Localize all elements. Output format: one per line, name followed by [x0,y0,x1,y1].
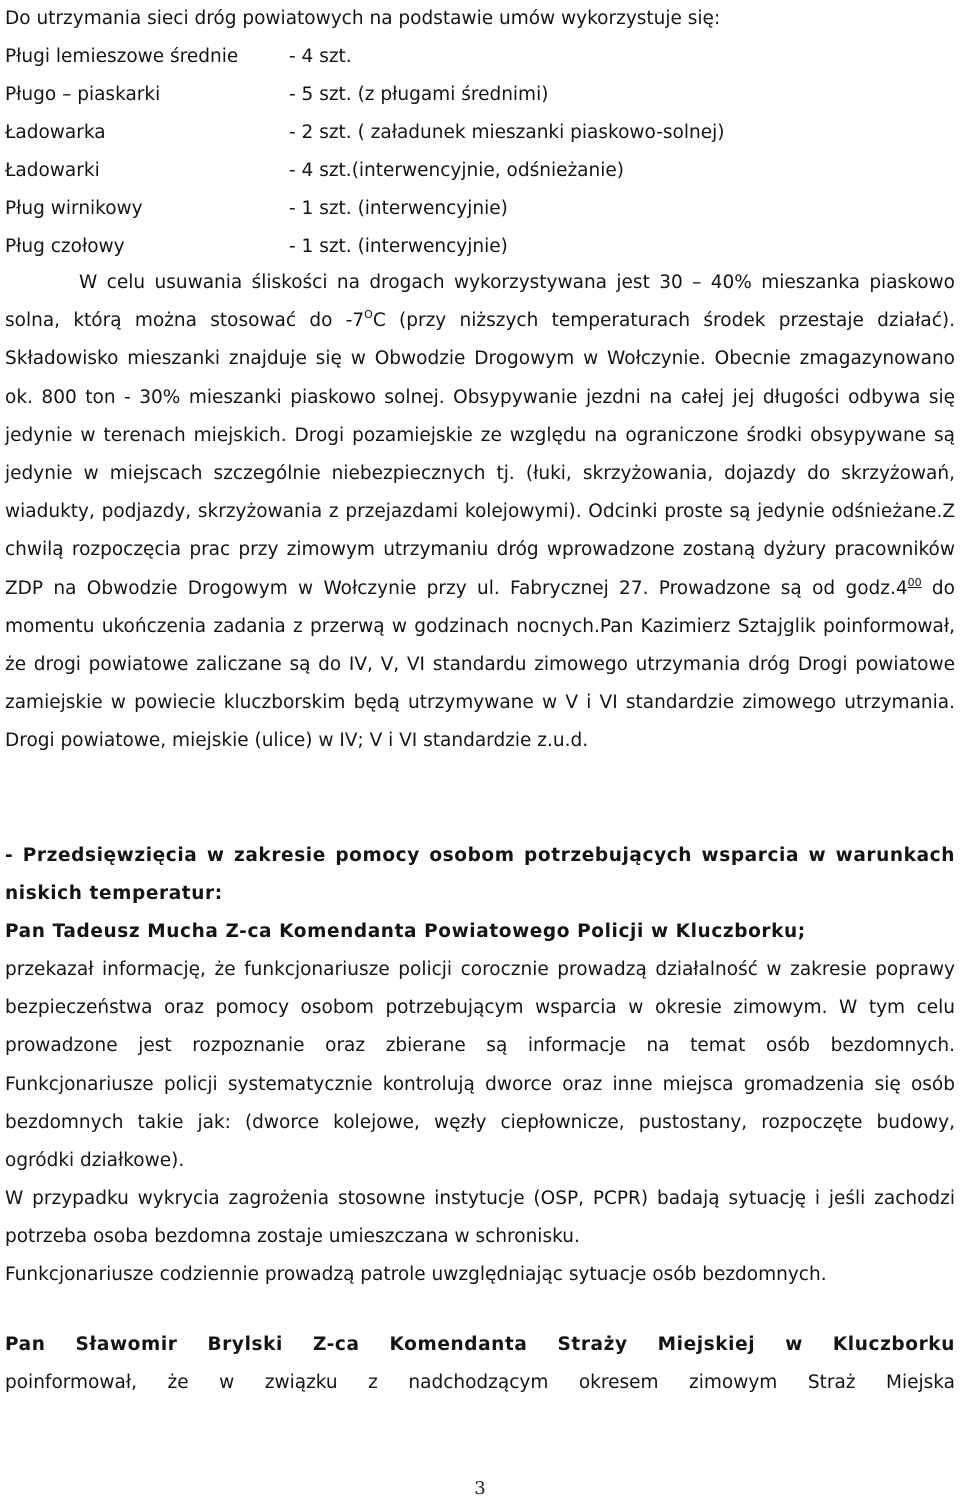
equipment-name: Pług wirnikowy [5,198,143,219]
equipment-name: Ładowarki [5,160,100,181]
equipment-quantity: - 4 szt.(interwencyjnie, odśnieżanie) [289,160,624,181]
paragraph-text: C (przy niższych temperaturach środek przestaje działać). Składowisko mieszanki znajduje się w Obwodzie Drogowym w Wołczynie. Obecnie zmagazynowano ok. 800 ton - 30% mieszanki piaskowo solnej. Obsypywanie jezdni na całej jej długości odbywa się jedynie w terenach miejskich. Drogi pozamiejskie ze względu na ograniczone środki obsypywane są jedynie w miejscach szczególnie niebezpiecznych tj. (łuki, skrzyżowania, dojazdy do skrzyżowań, wiadukty, podjazdy, skrzyżowania z przejazdami kolejowymi). Odcinki proste są jedynie odśnieżane.Z chwilą rozpoczęcia prac przy zimowym utrzymaniu dróg wprowadzone zostaną dyżury pracowników ZDP na Obwodzie Drogowym w Wołczynie przy ul. Fabrycznej 27. Prowadzone są od godz.4 [5,310,955,599]
superscript: 00 [907,575,922,589]
equipment-row [5,190,945,228]
speaker-city-guard: Pan Sławomir Brylski Z-ca Komendanta Straży Miejskiej w Kluczborku [5,1334,955,1355]
equipment-quantity: - 2 szt. ( załadunek mieszanki piaskowo-solnej) [289,122,725,143]
equipment-row [5,228,945,266]
paragraph-patrols: Funkcjonariusze codziennie prowadzą patrole uwzględniając sytuacje osób bezdomnych. [5,1264,827,1285]
superscript: O [364,308,373,322]
equipment-name: Pługi lemieszowe średnie [5,46,239,67]
equipment-row [5,38,945,76]
equipment-row [5,76,945,114]
equipment-name: Pług czołowy [5,236,125,257]
equipment-quantity: - 5 szt. (z pługami średnimi) [289,84,549,105]
paragraph-text: do momentu ukończenia zadania z przerwą w godzinach nocnych.Pan Kazimierz Sztajglik poinformował, że drogi powiatowe zaliczane są do IV, V, VI standardu zimowego utrzymania dróg Drogi powiatowe zamiejskie w powiecie kluczborskim będą utrzymywane w V i VI standardzie zimowego utrzymania. Drogi powiatowe, miejskie (ulice) w IV; V i VI standardzie z.u.d. [5,577,955,752]
equipment-quantity: - 4 szt. [289,46,352,67]
equipment-name: Pługo – piaskarki [5,84,161,105]
equipment-row [5,152,945,190]
paragraph-text: W celu usuwania śliskości na drogach wykorzystywana jest 30 – 40% mieszanka piaskowo solna, którą można stosować do -7 [5,272,955,332]
equipment-name: Ładowarka [5,122,106,143]
page-number: 3 [474,1478,486,1499]
paragraph-police-report: przekazał informację, że funkcjonariusze policji corocznie prowadzą działalność w zakresie poprawy bezpieczeństwa oraz pomocy osobom potrzebującym wsparcia w okresie zimowym. W tym celu prowadzone jest rozpoznanie oraz zbierane są informacje na temat osób bezdomnych. Funkcjonariusze policji systematycznie kontrolują dworce oraz inne miejsca gromadzenia się osób bezdomnych takie jak: (dworce kolejowe, węzły ciepłownicze, pustostany, rozpoczęte budowy, ogródki działkowe). [5,959,955,1172]
section-heading: - Przedsięwzięcia w zakresie pomocy osobom potrzebujących wsparcia w warunkach niskich temperatur: [5,845,955,905]
equipment-quantity: - 1 szt. (interwencyjnie) [289,236,508,257]
paragraph-road-maintenance [5,264,955,761]
speaker-police: Pan Tadeusz Mucha Z-ca Komendanta Powiatowego Policji w Kluczborku; [5,921,806,942]
intro-line: Do utrzymania sieci dróg powiatowych na podstawie umów wykorzystuje się: [5,8,721,29]
equipment-quantity: - 1 szt. (interwencyjnie) [289,198,508,219]
paragraph-procedure: W przypadku wykrycia zagrożenia stosowne instytucje (OSP, PCPR) badają sytuację i jeśli zachodzi potrzeba osoba bezdomna zostaje umieszczana w schronisku. [5,1188,955,1248]
paragraph-city-guard: poinformował, że w związku z nadchodzącym okresem zimowym Straż Miejska [5,1372,955,1393]
equipment-row [5,114,945,152]
